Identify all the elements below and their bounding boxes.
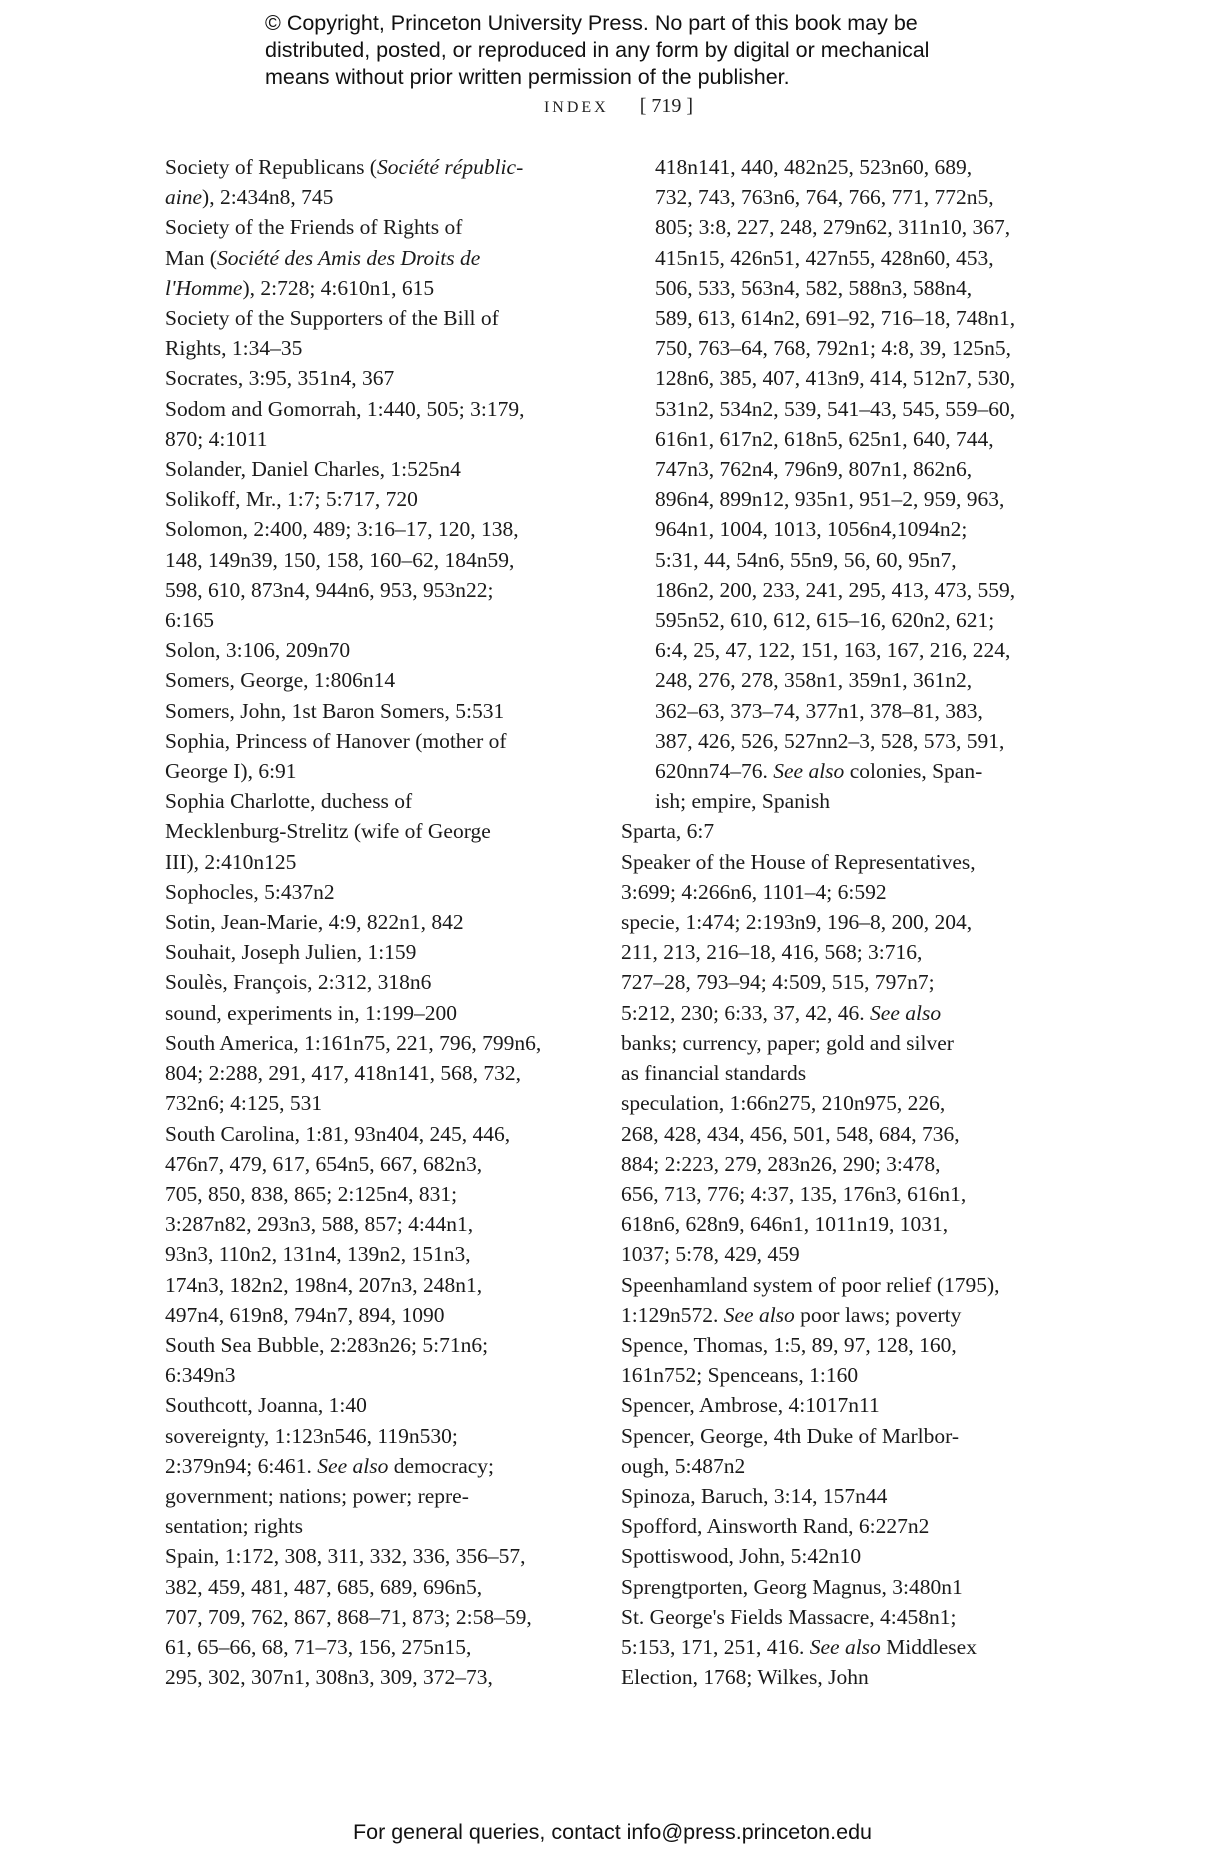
index-line: 747n3, 762n4, 796n9, 807n1, 862n6,: [655, 457, 973, 482]
index-line: 870; 4:1011: [165, 426, 268, 451]
index-line: 248, 276, 278, 358n1, 359n1, 361n2,: [655, 668, 973, 693]
index-line: speculation, 1:66n275, 210n975, 226,: [621, 1091, 946, 1116]
index-line: 1:129n572. See also poor laws; poverty: [621, 1302, 962, 1327]
copyright-line: distributed, posted, or reproduced in any form by digital or mechanical: [265, 38, 930, 62]
index-column-right: [621, 152, 1051, 1692]
copyright-line: means without prior written permission of the publisher.: [265, 65, 790, 89]
index-entry: [165, 152, 595, 212]
index-entry: [621, 1602, 1051, 1693]
index-line: 382, 459, 481, 487, 685, 689, 696n5,: [165, 1574, 483, 1599]
index-line: Sodom and Gomorrah, 1:440, 505; 3:179,: [165, 396, 525, 421]
index-line: South America, 1:161n75, 221, 796, 799n6,: [165, 1030, 542, 1055]
index-line: Speaker of the House of Representatives,: [621, 849, 976, 874]
index-entry: [165, 665, 595, 695]
index-line: 884; 2:223, 279, 283n26, 290; 3:478,: [621, 1151, 941, 1176]
index-entry: [621, 1270, 1051, 1330]
index-line: 732n6; 4:125, 531: [165, 1091, 323, 1116]
index-line: 268, 428, 434, 456, 501, 548, 684, 736,: [621, 1121, 960, 1146]
index-line: 186n2, 200, 233, 241, 295, 413, 473, 559,: [655, 577, 1016, 602]
index-line: specie, 1:474; 2:193n9, 196–8, 200, 204,: [621, 910, 973, 935]
index-line: 732, 743, 763n6, 764, 766, 771, 772n5,: [655, 185, 994, 210]
index-line: Solon, 3:106, 209n70: [165, 638, 351, 663]
index-line: 705, 850, 838, 865; 2:125n4, 831;: [165, 1181, 458, 1206]
index-entry: [165, 907, 595, 937]
index-line: Sotin, Jean-Marie, 4:9, 822n1, 842: [165, 910, 464, 935]
index-line: ish; empire, Spanish: [655, 789, 830, 814]
index-line: sentation; rights: [165, 1514, 303, 1539]
index-entry: [165, 696, 595, 726]
index-line: 531n2, 534n2, 539, 541–43, 545, 559–60,: [655, 396, 1016, 421]
index-line: 6:349n3: [165, 1363, 236, 1388]
index-line: Southcott, Joanna, 1:40: [165, 1393, 367, 1418]
index-line: 656, 713, 776; 4:37, 135, 176n3, 616n1,: [621, 1181, 967, 1206]
index-line: 295, 302, 307n1, 308n3, 309, 372–73,: [165, 1665, 493, 1690]
index-entry: [165, 1390, 595, 1420]
index-entry: [621, 1088, 1051, 1269]
index-line: Somers, John, 1st Baron Somers, 5:531: [165, 698, 505, 723]
index-line: Spottiswood, John, 5:42n10: [621, 1544, 862, 1569]
index-line: St. George's Fields Massacre, 4:458n1;: [621, 1604, 957, 1629]
index-line: Speenhamland system of poor relief (1795),: [621, 1272, 1000, 1297]
index-line: Solander, Daniel Charles, 1:525n4: [165, 457, 461, 482]
index-line: Mecklenburg-Strelitz (wife of George: [165, 819, 491, 844]
index-line: 1037; 5:78, 429, 459: [621, 1242, 800, 1267]
index-line: 805; 3:8, 227, 248, 279n62, 311n10, 367,: [655, 215, 1011, 240]
index-line: III), 2:410n125: [165, 849, 297, 874]
index-line: Spain, 1:172, 308, 311, 332, 336, 356–57,: [165, 1544, 526, 1569]
index-line: Sophocles, 5:437n2: [165, 879, 335, 904]
index-line: 128n6, 385, 407, 413n9, 414, 512n7, 530,: [655, 366, 1016, 391]
index-line: Society of the Friends of Rights of: [165, 215, 463, 240]
index-entry: [621, 816, 1051, 846]
copyright-line: © Copyright, Princeton University Press. No part of this book may be: [265, 11, 918, 35]
index-line: 618n6, 628n9, 646n1, 1011n19, 1031,: [621, 1212, 949, 1237]
index-entry: [165, 303, 595, 363]
index-line: Rights, 1:34–35: [165, 336, 303, 361]
index-entry: [621, 847, 1051, 907]
index-line: 506, 533, 563n4, 582, 588n3, 588n4,: [655, 275, 973, 300]
index-line: 61, 65–66, 68, 71–73, 156, 275n15,: [165, 1634, 472, 1659]
page-number: [ 719 ]: [639, 95, 694, 117]
index-line: Election, 1768; Wilkes, John: [621, 1665, 869, 1690]
index-line: 211, 213, 216–18, 416, 568; 3:716,: [621, 940, 923, 965]
index-line: 707, 709, 762, 867, 868–71, 873; 2:58–59,: [165, 1604, 532, 1629]
index-line: 415n15, 426n51, 427n55, 428n60, 453,: [655, 245, 994, 270]
index-entry: [621, 1421, 1051, 1481]
index-line: 616n1, 617n2, 618n5, 625n1, 640, 744,: [655, 426, 994, 451]
index-line: Spencer, George, 4th Duke of Marlbor-: [621, 1423, 960, 1448]
index-entry: [621, 907, 1051, 1088]
index-line: Sophia Charlotte, duchess of: [165, 789, 413, 814]
index-line: 161n752; Spenceans, 1:160: [621, 1363, 859, 1388]
index-line: George I), 6:91: [165, 759, 297, 784]
index-line: 5:212, 230; 6:33, 37, 42, 46. See also: [621, 1000, 942, 1025]
index-line: Society of the Supporters of the Bill of: [165, 306, 499, 331]
index-line: 362–63, 373–74, 377n1, 378–81, 383,: [655, 698, 983, 723]
index-line: 620nn74–76. See also colonies, Span-: [655, 759, 983, 784]
index-entry: [165, 363, 595, 393]
index-line: 497n4, 619n8, 794n7, 894, 1090: [165, 1302, 445, 1327]
index-line: Man (Société des Amis des Droits de: [165, 245, 481, 270]
index-entry: [165, 1119, 595, 1330]
index-line: Somers, George, 1:806n14: [165, 668, 396, 693]
index-entry: [165, 1421, 595, 1542]
index-line: 174n3, 182n2, 198n4, 207n3, 248n1,: [165, 1272, 483, 1297]
index-line: Soulès, François, 2:312, 318n6: [165, 970, 432, 995]
index-entry: [165, 877, 595, 907]
index-column-left: [165, 152, 595, 1692]
index-line: Souhait, Joseph Julien, 1:159: [165, 940, 417, 965]
index-line: 148, 149n39, 150, 158, 160–62, 184n59,: [165, 547, 515, 572]
index-line: l'Homme), 2:728; 4:610n1, 615: [165, 275, 435, 300]
index-entry-continued: [621, 152, 1051, 816]
index-line: Spencer, Ambrose, 4:1017n11: [621, 1393, 880, 1418]
index-entry: [165, 1541, 595, 1692]
index-line: 387, 426, 526, 527nn2–3, 528, 573, 591,: [655, 728, 1005, 753]
index-line: 6:4, 25, 47, 122, 151, 163, 167, 216, 224,: [655, 638, 1011, 663]
index-line: 595n52, 610, 612, 615–16, 620n2, 621;: [655, 608, 995, 633]
index-entry: [621, 1330, 1051, 1390]
running-head-title: INDEX: [543, 99, 609, 116]
index-line: sovereignty, 1:123n546, 119n530;: [165, 1423, 458, 1448]
index-line: ough, 5:487n2: [621, 1453, 746, 1478]
index-entry: [165, 726, 595, 786]
index-line: Solikoff, Mr., 1:7; 5:717, 720: [165, 487, 418, 512]
index-entry: [165, 514, 595, 635]
index-entry: [165, 635, 595, 665]
index-line: sound, experiments in, 1:199–200: [165, 1000, 458, 1025]
index-line: 804; 2:288, 291, 417, 418n141, 568, 732,: [165, 1061, 521, 1086]
index-entry: [165, 786, 595, 877]
index-line: Spofford, Ainsworth Rand, 6:227n2: [621, 1514, 930, 1539]
index-line: 727–28, 793–94; 4:509, 515, 797n7;: [621, 970, 935, 995]
index-line: 5:153, 171, 251, 416. See also Middlesex: [621, 1634, 977, 1659]
index-entry: [165, 967, 595, 997]
index-line: Socrates, 3:95, 351n4, 367: [165, 366, 395, 391]
index-line: 3:699; 4:266n6, 1101–4; 6:592: [621, 879, 887, 904]
index-line: aine), 2:434n8, 745: [165, 185, 334, 210]
index-line: 964n1, 1004, 1013, 1056n4,1094n2;: [655, 517, 968, 542]
index-line: 93n3, 110n2, 131n4, 139n2, 151n3,: [165, 1242, 471, 1267]
index-line: Spinoza, Baruch, 3:14, 157n44: [621, 1483, 888, 1508]
index-line: 418n141, 440, 482n25, 523n60, 689,: [655, 155, 973, 179]
footer-contact: For general queries, contact info@press.princeton.edu: [352, 1820, 872, 1844]
index-entry: [621, 1511, 1051, 1541]
index-line: banks; currency, paper; gold and silver: [621, 1030, 954, 1055]
index-entry: [621, 1541, 1051, 1571]
index-line: 2:379n94; 6:461. See also democracy;: [165, 1453, 495, 1478]
index-line: 476n7, 479, 617, 654n5, 667, 682n3,: [165, 1151, 483, 1176]
copyright-notice: [265, 10, 1025, 91]
index-line: 3:287n82, 293n3, 588, 857; 4:44n1,: [165, 1212, 474, 1237]
index-entry: [621, 1572, 1051, 1602]
index-line: Sophia, Princess of Hanover (mother of: [165, 728, 507, 753]
index-line: Spence, Thomas, 1:5, 89, 97, 128, 160,: [621, 1332, 957, 1357]
index-entry: [165, 484, 595, 514]
index-line: 598, 610, 873n4, 944n6, 953, 953n22;: [165, 577, 494, 602]
index-entry: [621, 1390, 1051, 1420]
index-line: 896n4, 899n12, 935n1, 951–2, 959, 963,: [655, 487, 1005, 512]
index-line: 589, 613, 614n2, 691–92, 716–18, 748n1,: [655, 306, 1016, 331]
index-line: Society of Republicans (Société républic-: [165, 155, 524, 179]
index-entry: [165, 998, 595, 1028]
index-entry: [165, 454, 595, 484]
index-entry: [165, 1028, 595, 1119]
index-entry: [165, 394, 595, 454]
index-line: South Sea Bubble, 2:283n26; 5:71n6;: [165, 1332, 489, 1357]
index-entry: [165, 1330, 595, 1390]
index-line: Sparta, 6:7: [621, 819, 715, 844]
index-entry: [621, 1481, 1051, 1511]
index-line: government; nations; power; repre-: [165, 1483, 469, 1508]
index-line: Sprengtporten, Georg Magnus, 3:480n1: [621, 1574, 963, 1599]
index-line: 750, 763–64, 768, 792n1; 4:8, 39, 125n5,: [655, 336, 1011, 361]
index-line: Solomon, 2:400, 489; 3:16–17, 120, 138,: [165, 517, 519, 542]
running-head: [0, 92, 1225, 122]
index-entry: [165, 937, 595, 967]
index-line: 5:31, 44, 54n6, 55n9, 56, 60, 95n7,: [655, 547, 957, 572]
index-line: as financial standards: [621, 1061, 807, 1086]
index-line: 6:165: [165, 608, 214, 633]
index-line: South Carolina, 1:81, 93n404, 245, 446,: [165, 1121, 511, 1146]
index-entry: [165, 212, 595, 303]
